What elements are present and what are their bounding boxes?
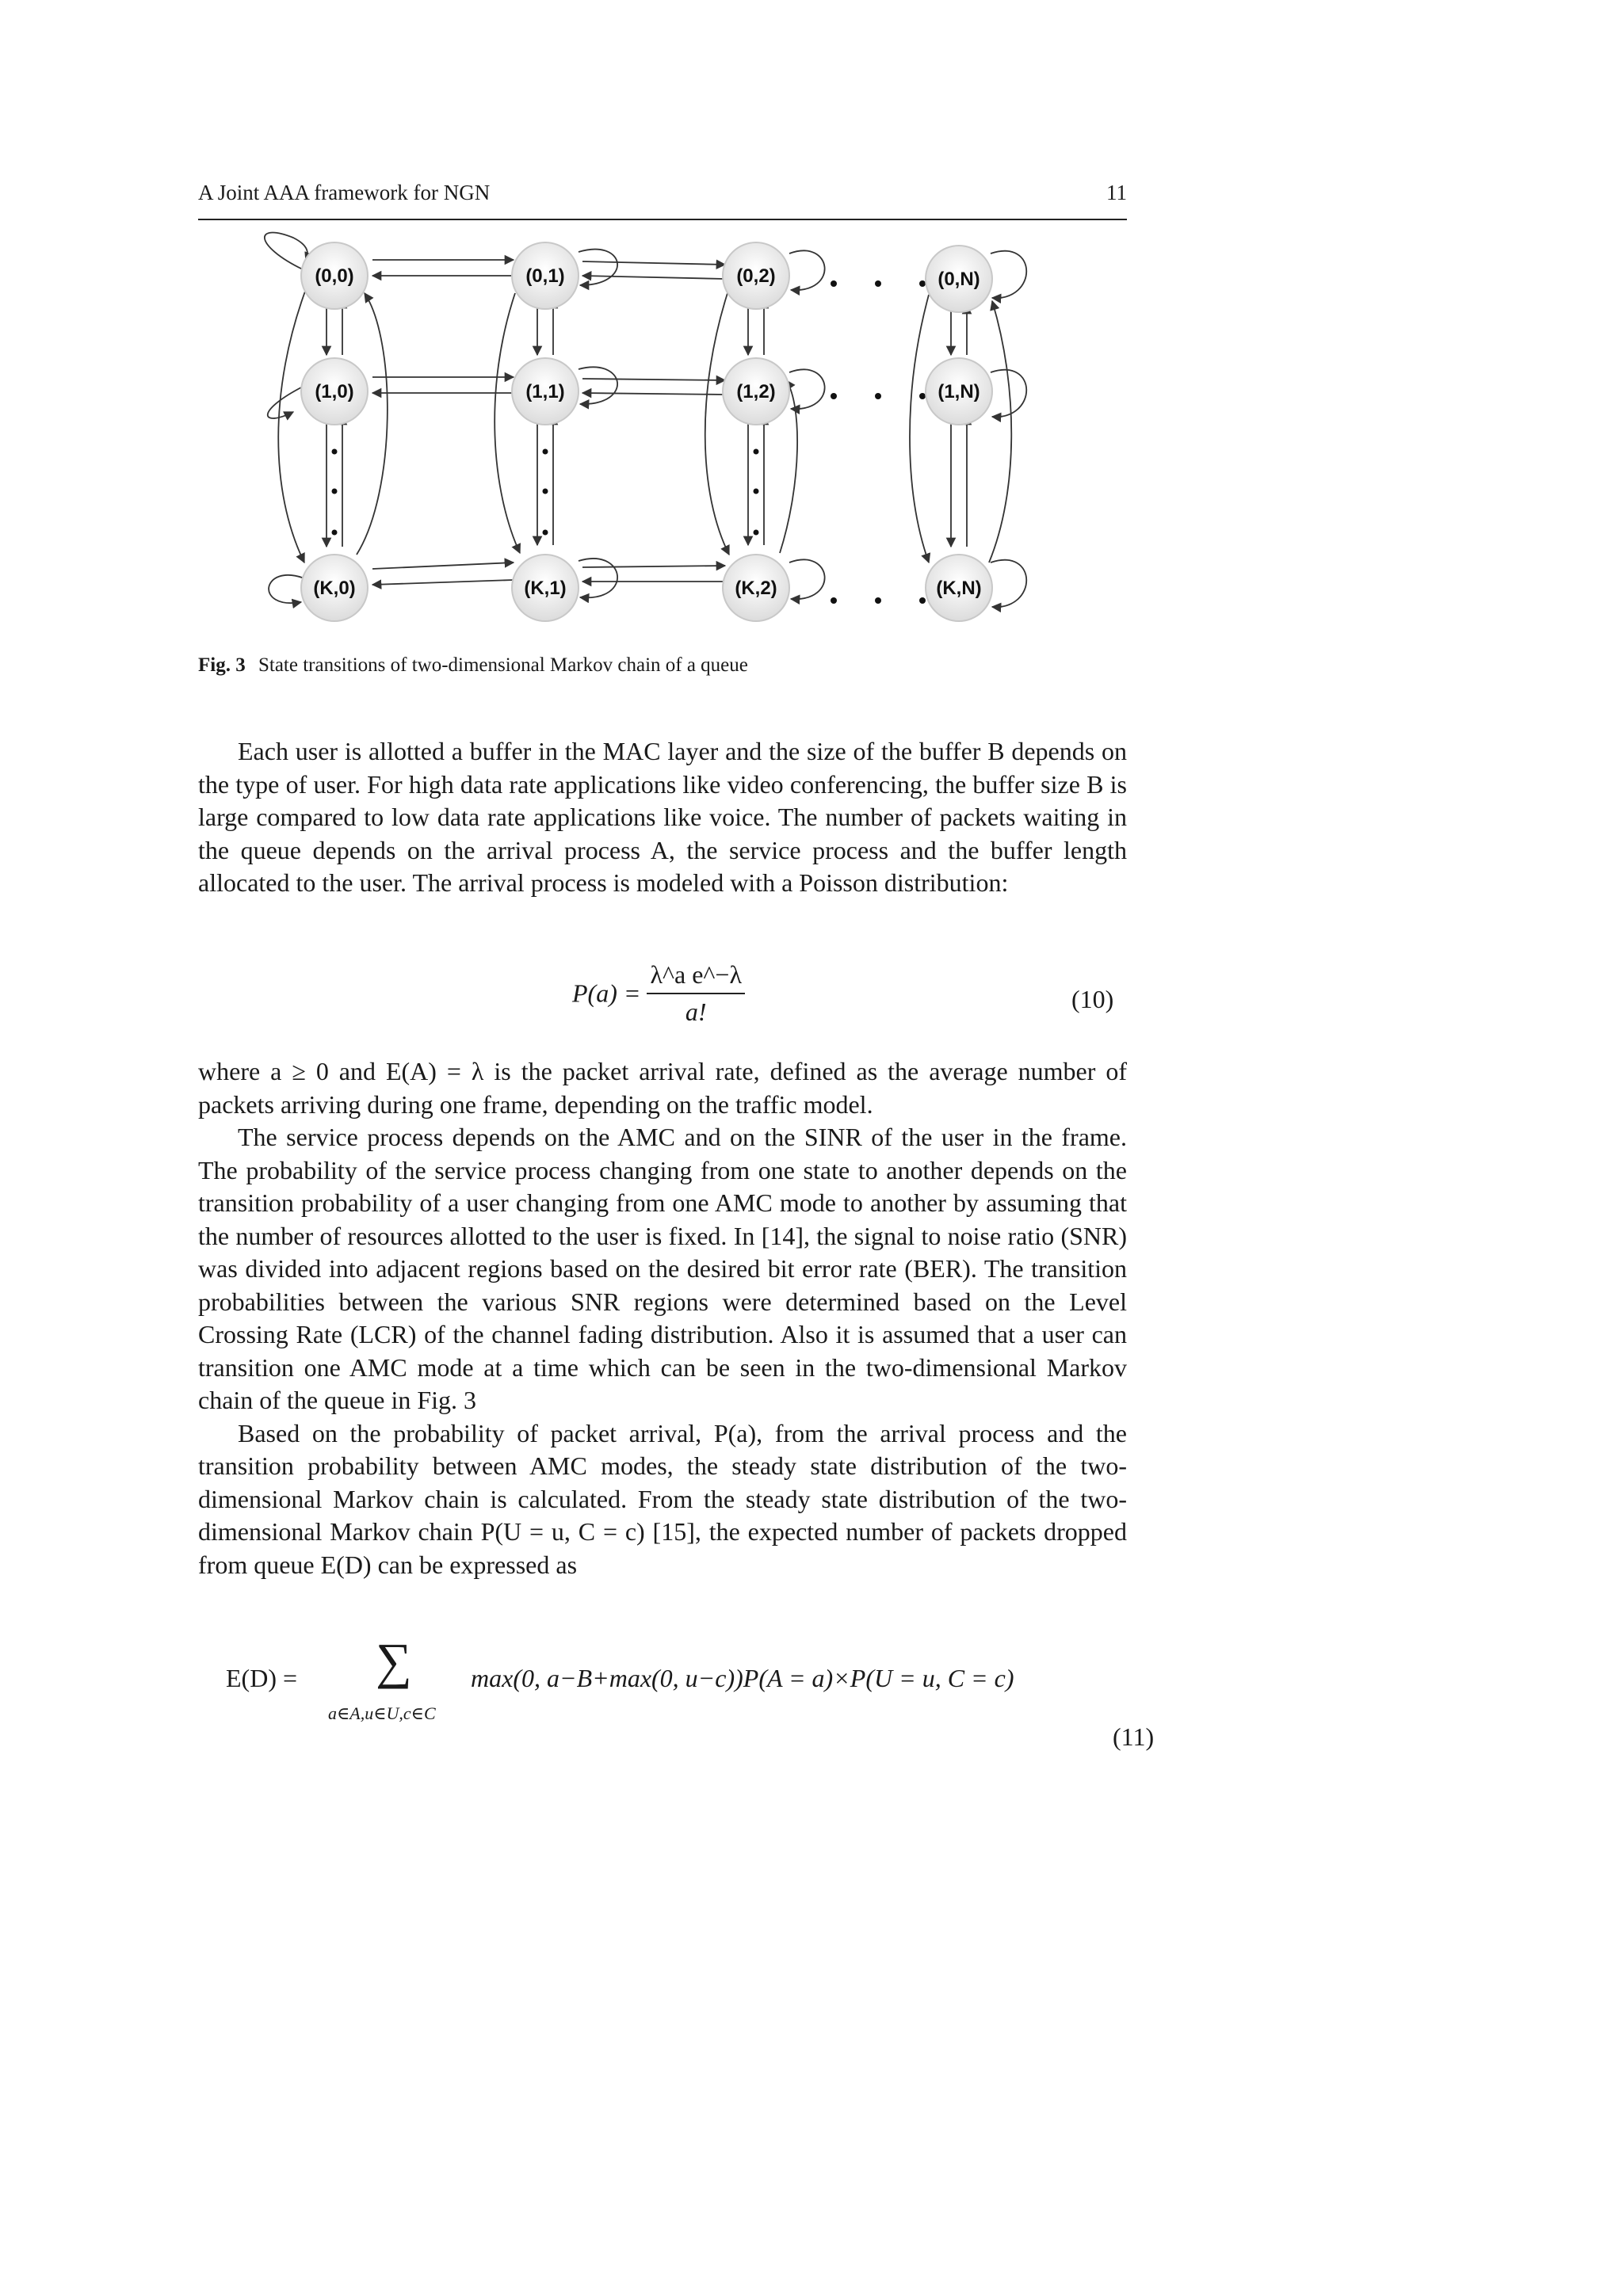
eq11-rhs: max(0, a−B+max(0, u−c))P(A = a)×P(U = u, C = c) [471, 1664, 1014, 1692]
paragraph-1: Each user is allotted a buffer in the MAC layer and the size of the buffer B depends on the type of user. For high data rate applications like video conferencing, the buffer size B is large compared to low data rate applications like voice. The number of packets waiting in the queue depends on the arrival process A, the service process and the buffer length allocated to the user. The arrival process is modeled with a Poisson distribution: [198, 737, 1127, 897]
node-0-n: (0,N) [938, 269, 980, 290]
eq11-lhs: E(D) = [226, 1664, 298, 1692]
edge [989, 301, 1011, 563]
self-loop [991, 251, 1026, 298]
running-header [198, 181, 1127, 215]
node-k-0: (K,0) [313, 578, 356, 599]
body-text-block-2 [198, 1055, 1127, 1581]
node-0-1: (0,1) [525, 265, 565, 287]
body-text-block-1 [198, 735, 1127, 900]
edge [910, 295, 929, 563]
node-k-2: (K,2) [735, 578, 777, 599]
figure-caption-text: State transitions of two-dimensional Markov chain of a queue [258, 654, 748, 676]
eq10-fraction [647, 960, 745, 1027]
self-loop [789, 250, 825, 290]
node-0-2: (0,2) [736, 265, 776, 287]
eq11-sum-subscript: a∈A,u∈U,c∈C [328, 1703, 436, 1723]
self-loop [991, 560, 1026, 607]
edge [582, 566, 725, 567]
node-0-0: (0,0) [315, 265, 354, 287]
node-1-1: (1,1) [525, 381, 565, 402]
edge [372, 563, 514, 569]
figure-caption [198, 654, 748, 677]
node-k-1: (K,1) [524, 578, 567, 599]
self-loop [265, 233, 307, 269]
eq10-lhs: P(a) = [572, 978, 641, 1008]
eq10-denominator: a! [685, 997, 707, 1026]
summation-symbol: ∑ [376, 1633, 412, 1689]
paragraph-4: Based on the probability of packet arrival, P(a), from the arrival process and the transition probability between AMC modes, the steady state distribution of the two-dimensional Markov chain is calculated. From the steady state distribution of the two-dimensional Markov chain P(U = u, C = c) [15], the expected number of packets dropped from queue E(D) can be expressed as [198, 1418, 1127, 1579]
node-k-n: (K,N) [936, 578, 982, 599]
self-loop [789, 559, 825, 599]
node-1-2: (1,2) [736, 381, 776, 402]
edge [278, 289, 306, 563]
self-loop [268, 387, 303, 418]
equation-10 [572, 960, 745, 1027]
self-loop [579, 367, 617, 404]
paragraph-3: The service process depends on the AMC and on the SINR of the user in the frame. The probability of the service process changing from one state to another depends on the transition probability of a user changing from one AMC mode to another by assuming that the number of resources allotted to the user is fixed. In [14], the signal to noise ratio (SNR) was divided into adjacent regions based on the desired bit error rate (BER). The transition probabilities between the various SNR regions were determined based on the Level Crossing Rate (LCR) of the channel fading distribution. Also it is assumed that a user can transition one AMC mode at a time which can be seen in the two-dimensional Markov chain of the queue in Fig. 3 [198, 1123, 1127, 1414]
paragraph-2: where a ≥ 0 and E(A) = λ is the packet arrival rate, defined as the average number of packets arriving during one frame, depending on the traffic model. [198, 1057, 1127, 1119]
figure-label: Fig. 3 [198, 654, 246, 676]
self-loop [269, 575, 304, 603]
running-title: A Joint AAA framework for NGN [198, 181, 491, 204]
markov-chain-figure [238, 230, 1078, 642]
edge [582, 379, 725, 380]
equation-10-number: (10) [1071, 985, 1114, 1013]
edge [705, 293, 729, 555]
page-number: 11 [1106, 181, 1127, 204]
self-loop [579, 250, 617, 285]
node-1-0: (1,0) [315, 381, 354, 402]
ellipsis-dots [332, 280, 926, 604]
edge [495, 293, 520, 553]
node-1-n: (1,N) [938, 381, 980, 402]
edge [582, 393, 725, 395]
edge [372, 580, 514, 585]
self-loop [579, 559, 617, 597]
edge [582, 276, 725, 279]
edge [357, 293, 388, 555]
header-rule [198, 219, 1127, 220]
markov-chain-diagram [238, 230, 1078, 642]
eq10-numerator: λ^a e^−λ [647, 960, 745, 994]
edge [582, 261, 725, 265]
equation-11-number: (11) [1113, 1722, 1155, 1751]
